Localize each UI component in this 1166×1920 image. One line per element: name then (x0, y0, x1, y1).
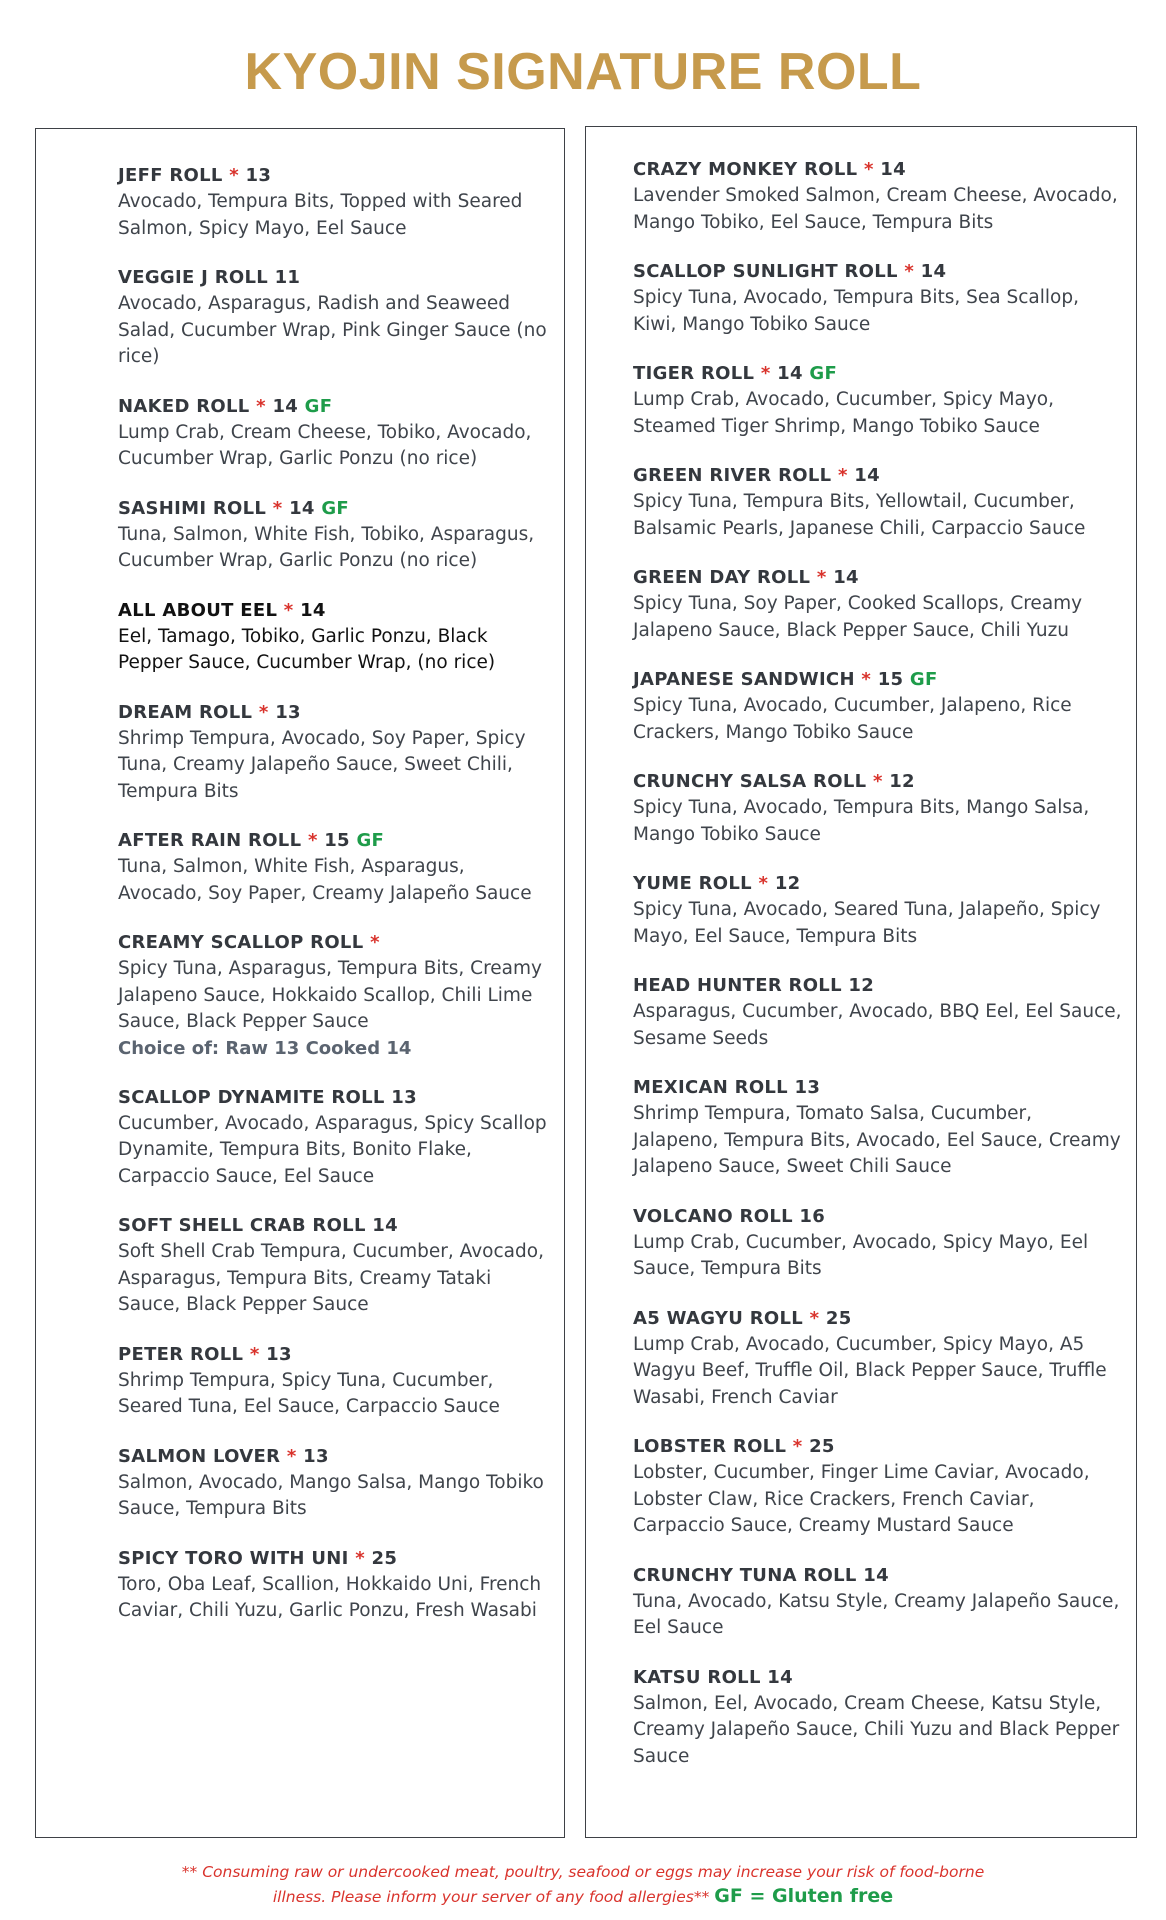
menu-item-heading (118, 163, 554, 189)
menu-item (118, 163, 554, 242)
menu-item (118, 930, 554, 1062)
raw-warning-asterisk: * (258, 701, 269, 723)
menu-item-description: Spicy Tuna, Tempura Bits, Yellowtail, Cucumber, Balsamic Pearls, Japanese Chili, Carpaccio Sauce (633, 491, 1086, 539)
menu-item-price: 14 (300, 599, 326, 621)
menu-item-heading (633, 667, 1122, 693)
menu-item-price: 14 (854, 465, 880, 486)
menu-item-description: Avocado, Tempura Bits, Topped with Seared Salmon, Spicy Mayo, Eel Sauce (118, 191, 523, 239)
menu-item-name: HEAD HUNTER ROLL 12 (633, 975, 875, 996)
menu-item (633, 1075, 1122, 1181)
menu-item-name: SALMON LOVER (118, 1445, 281, 1467)
menu-item-name: SPICY TORO WITH UNI (118, 1547, 349, 1569)
menu-item-price: 13 (245, 165, 272, 186)
raw-warning-asterisk: * (256, 395, 266, 417)
menu-item-description: Cucumber, Avocado, Asparagus, Spicy Scallop Dynamite, Tempura Bits, Bonito Flake, Carpaccio Sauce, Eel Sauce (118, 1112, 547, 1187)
menu-item-name: SCALLOP SUNLIGHT ROLL (633, 261, 898, 282)
menu-item-description: Tuna, Avocado, Katsu Style, Creamy Jalapeño Sauce, Eel Sauce (633, 1590, 1120, 1638)
menu-item-heading (633, 871, 1122, 897)
menu-title: KYOJIN SIGNATURE ROLL (244, 43, 922, 101)
gluten-free-tag: GF (809, 363, 838, 384)
menu-item-price: 14 (880, 159, 906, 180)
menu-item (633, 871, 1122, 950)
raw-warning-asterisk: * (760, 363, 771, 384)
raw-warning-asterisk: * (355, 1547, 365, 1569)
menu-item-heading (633, 1075, 1122, 1101)
menu-item-name: VEGGIE J ROLL 11 (118, 267, 301, 288)
menu-item (633, 1434, 1122, 1540)
menu-item-description: Spicy Tuna, Avocado, Cucumber, Jalapeno, Rice Crackers, Mango Tobiko Sauce (633, 695, 1072, 743)
left-menu-column (35, 128, 565, 1838)
menu-item-description: Lavender Smoked Salmon, Cream Cheese, Avocado, Mango Tobiko, Eel Sauce, Tempura Bits (633, 185, 1118, 233)
menu-item-name: NAKED ROLL (118, 395, 250, 417)
menu-item-name: GREEN DAY ROLL (633, 567, 811, 588)
raw-warning-asterisk: * (792, 1436, 803, 1457)
menu-item-price: 25 (809, 1436, 835, 1457)
raw-warning-asterisk: * (809, 1307, 820, 1329)
menu-item-heading (118, 700, 554, 726)
menu-item-price: 12 (774, 873, 801, 894)
menu-item (633, 565, 1122, 644)
raw-warning-asterisk: * (272, 497, 283, 519)
menu-item-heading (633, 463, 1122, 489)
menu-item-heading (118, 265, 554, 291)
raw-warning-asterisk: * (758, 873, 769, 894)
menu-item-price: 13 (303, 1445, 329, 1467)
menu-item-description: Salmon, Eel, Avocado, Cream Cheese, Katsu Style, Creamy Jalapeño Sauce, Chili Yuzu and Black Pepper Sauce (633, 1692, 1120, 1767)
menu-item-heading (633, 973, 1122, 999)
raw-warning-asterisk: * (837, 465, 848, 486)
menu-item-price: 25 (825, 1307, 852, 1329)
menu-item-heading (118, 1546, 554, 1572)
menu-item-price: 13 (275, 701, 301, 723)
menu-item-name: SASHIMI ROLL (118, 497, 267, 519)
menu-item-name: GREEN RIVER ROLL (633, 465, 832, 486)
menu-item-description: Soft Shell Crab Tempura, Cucumber, Avocado, Asparagus, Tempura Bits, Creamy Tataki Sauce, Black Pepper Sauce (118, 1241, 544, 1315)
menu-item-description: Shrimp Tempura, Tomato Salsa, Cucumber, Jalapeno, Tempura Bits, Avocado, Eel Sauce, Creamy Jalapeno Sauce, Sweet Chili Sauce (633, 1103, 1121, 1177)
menu-item-price: 12 (889, 771, 915, 792)
menu-item-description: Avocado, Asparagus, Radish and Seaweed Salad, Cucumber Wrap, Pink Ginger Sauce (no rice) (118, 293, 547, 367)
menu-item-heading (633, 1563, 1122, 1589)
raw-warning-asterisk: * (872, 771, 883, 792)
menu-item-heading (633, 1306, 1122, 1332)
menu-item-description: Spicy Tuna, Avocado, Tempura Bits, Sea Scallop, Kiwi, Mango Tobiko Sauce (633, 287, 1079, 335)
menu-item-price: 14 (777, 363, 803, 384)
menu-item-price: 25 (371, 1547, 398, 1569)
menu-item-name: VOLCANO ROLL 16 (633, 1205, 826, 1227)
menu-item-name: AFTER RAIN ROLL (118, 830, 302, 851)
menu-item-name: ALL ABOUT EEL (118, 599, 278, 621)
menu-item (633, 667, 1122, 746)
menu-item (633, 1665, 1122, 1771)
menu-item-heading (633, 565, 1122, 591)
menu-item-price: 15 (324, 830, 350, 851)
menu-item (633, 1204, 1122, 1283)
menu-item (633, 1563, 1122, 1642)
menu-item-description: Toro, Oba Leaf, Scallion, Hokkaido Uni, French Caviar, Chili Yuzu, Garlic Ponzu, Fresh Wasabi (118, 1573, 542, 1621)
menu-item-choice: Choice of: Raw 13 Cooked 14 (118, 1037, 412, 1059)
menu-item-description: Asparagus, Cucumber, Avocado, BBQ Eel, Eel Sauce, Sesame Seeds (633, 1001, 1122, 1049)
menu-item-description: Tuna, Salmon, White Fish, Tobiko, Asparagus, Cucumber Wrap, Garlic Ponzu (no rice) (118, 523, 535, 571)
menu-item-description: Lump Crab, Cucumber, Avocado, Spicy Mayo, Eel Sauce, Tempura Bits (633, 1231, 1089, 1279)
menu-item-description: Spicy Tuna, Avocado, Seared Tuna, Jalapeño, Spicy Mayo, Eel Sauce, Tempura Bits (633, 899, 1101, 947)
allergy-warning-line-2: illness. Please inform your server of any food allergies** (272, 1888, 710, 1906)
raw-warning-asterisk: * (863, 159, 874, 180)
menu-item (633, 463, 1122, 542)
menu-item-heading (118, 828, 554, 854)
menu-item-name: TIGER ROLL (633, 363, 755, 384)
menu-item-heading (633, 1434, 1122, 1460)
menu-item-name: CRUNCHY TUNA ROLL (633, 1564, 857, 1586)
menu-item (633, 973, 1122, 1052)
menu-item-description: Tuna, Salmon, White Fish, Asparagus, Avocado, Soy Paper, Creamy Jalapeño Sauce (118, 856, 532, 904)
menu-item (118, 1444, 554, 1523)
menu-item-price: 14 (863, 1564, 889, 1586)
menu-item-name: DREAM ROLL (118, 701, 253, 723)
menu-item-description: Lobster, Cucumber, Finger Lime Caviar, Avocado, Lobster Claw, Rice Crackers, French Caviar, Carpaccio Sauce, Creamy Mustard Sauce (633, 1462, 1090, 1536)
menu-item (633, 361, 1122, 440)
menu-item-price: 14 (289, 497, 315, 519)
menu-item-price: 14 (272, 395, 299, 417)
menu-item (118, 1546, 554, 1625)
menu-item-description: Spicy Tuna, Avocado, Tempura Bits, Mango Salsa, Mango Tobiko Sauce (633, 797, 1090, 845)
menu-item-name: SOFT SHELL CRAB ROLL 14 (118, 1215, 398, 1236)
menu-item (633, 157, 1122, 236)
menu-item-name: CRUNCHY SALSA ROLL (633, 771, 867, 792)
menu-item-name: CREAMY SCALLOP ROLL (118, 932, 364, 953)
right-menu-column (585, 126, 1137, 1838)
menu-item (118, 828, 554, 907)
menu-item-name: CRAZY MONKEY ROLL (633, 159, 858, 180)
gluten-free-tag: GF (321, 497, 349, 519)
menu-item (118, 1213, 554, 1319)
menu-item-name: MEXICAN ROLL 13 (633, 1077, 821, 1098)
menu-item-description: Spicy Tuna, Asparagus, Tempura Bits, Creamy Jalapeno Sauce, Hokkaido Scallop, Chili Lime Sauce, Black Pepper Sauce (118, 958, 542, 1032)
raw-warning-asterisk: * (283, 599, 294, 621)
menu-item-heading (118, 394, 554, 420)
menu-item-name: YUME ROLL (633, 873, 752, 894)
gluten-free-tag: GF (304, 395, 333, 417)
menu-item (118, 700, 554, 806)
menu-item-description: Salmon, Avocado, Mango Salsa, Mango Tobiko Sauce, Tempura Bits (118, 1471, 544, 1519)
menu-item-heading (118, 1444, 554, 1470)
menu-item-heading (118, 1342, 554, 1368)
menu-item-description: Eel, Tamago, Tobiko, Garlic Ponzu, Black Pepper Sauce, Cucumber Wrap, (no rice) (118, 625, 496, 673)
menu-item (633, 1306, 1122, 1412)
raw-warning-asterisk: * (307, 830, 318, 851)
menu-item-description: Shrimp Tempura, Spicy Tuna, Cucumber, Seared Tuna, Eel Sauce, Carpaccio Sauce (118, 1369, 500, 1417)
menu-item-name: LOBSTER ROLL (633, 1436, 787, 1457)
raw-warning-asterisk: * (816, 567, 827, 588)
raw-warning-asterisk: * (249, 1343, 260, 1365)
menu-item (118, 1085, 554, 1191)
menu-item (118, 496, 554, 575)
raw-warning-asterisk: * (286, 1445, 297, 1467)
menu-item (118, 265, 554, 371)
menu-item-description: Lump Crab, Avocado, Cucumber, Spicy Mayo, Steamed Tiger Shrimp, Mango Tobiko Sauce (633, 389, 1055, 437)
menu-item-name: KATSU ROLL 14 (633, 1666, 793, 1688)
menu-item-price: 14 (833, 567, 859, 588)
menu-item-heading (633, 361, 1122, 387)
menu-item-heading (118, 496, 554, 522)
menu-item-heading (633, 259, 1122, 285)
menu-item-name: A5 WAGYU ROLL (633, 1307, 803, 1329)
menu-item-heading (118, 1085, 554, 1111)
menu-item-name: JAPANESE SANDWICH (633, 669, 855, 690)
menu-item-heading (118, 1213, 554, 1239)
menu-item-heading (633, 1665, 1122, 1691)
menu-item-name: SCALLOP DYNAMITE ROLL 13 (118, 1086, 417, 1108)
raw-warning-asterisk: * (370, 932, 380, 953)
menu-item (118, 1342, 554, 1421)
raw-warning-asterisk: * (229, 165, 239, 186)
gluten-free-legend: GF = Gluten free (714, 1885, 894, 1907)
footer-note (0, 1860, 1166, 1909)
menu-item (633, 259, 1122, 338)
menu-item-heading (633, 157, 1122, 183)
menu-item-heading (633, 1204, 1122, 1230)
gluten-free-tag: GF (909, 669, 938, 690)
menu-item-description: Lump Crab, Avocado, Cucumber, Spicy Mayo, A5 Wagyu Beef, Truffle Oil, Black Pepper Sauce, Truffle Wasabi, French Caviar (633, 1333, 1107, 1408)
menu-item-heading (118, 930, 554, 956)
raw-warning-asterisk: * (904, 261, 915, 282)
menu-item-name: PETER ROLL (118, 1343, 244, 1365)
menu-item (633, 769, 1122, 848)
menu-item-description: Spicy Tuna, Soy Paper, Cooked Scallops, Creamy Jalapeno Sauce, Black Pepper Sauce, Chili Yuzu (633, 593, 1083, 641)
allergy-warning-line-1: ** Consuming raw or undercooked meat, poultry, seafood or eggs may increase your risk of food-borne (181, 1863, 985, 1881)
menu-item-price: 13 (266, 1343, 292, 1365)
menu-item-price: 14 (920, 261, 947, 282)
menu-item (118, 394, 554, 473)
raw-warning-asterisk: * (861, 669, 872, 690)
menu-item-heading (633, 769, 1122, 795)
menu-item-name: JEFF ROLL (118, 165, 223, 186)
menu-item-description: Shrimp Tempura, Avocado, Soy Paper, Spicy Tuna, Creamy Jalapeño Sauce, Sweet Chili, Tempura Bits (118, 727, 526, 802)
menu-item-price: 15 (877, 669, 904, 690)
menu-item-heading (118, 598, 554, 624)
menu-item-description: Lump Crab, Cream Cheese, Tobiko, Avocado, Cucumber Wrap, Garlic Ponzu (no rice) (118, 421, 532, 469)
menu-item (118, 598, 554, 677)
gluten-free-tag: GF (356, 830, 385, 851)
